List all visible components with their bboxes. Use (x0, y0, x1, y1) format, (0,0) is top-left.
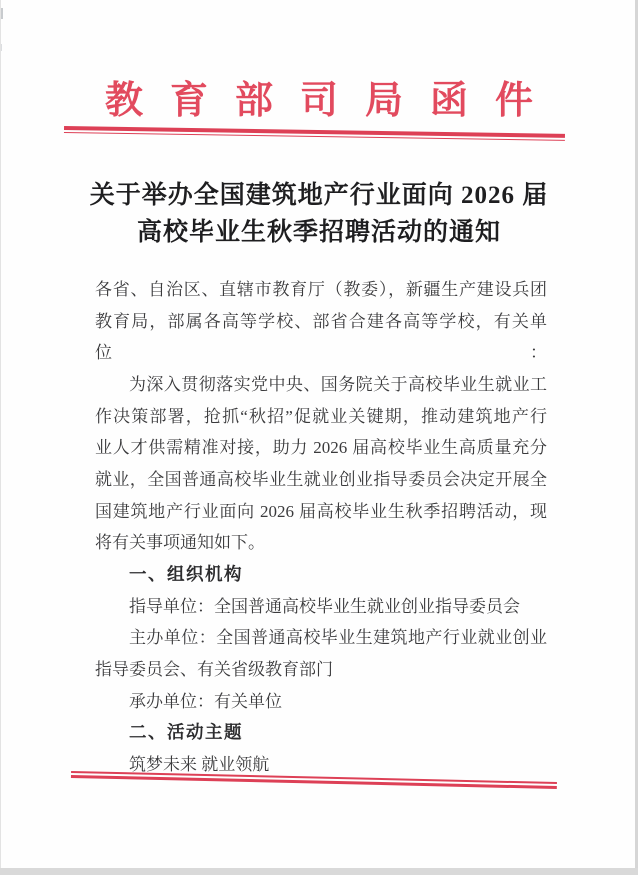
document-title-line-1: 关于举办全国建筑地产行业面向 2026 届 (89, 182, 549, 209)
letterhead-title: 教育部司局函件 (104, 80, 560, 122)
section-heading-2: 二、活动主题 (129, 722, 243, 743)
body-line: 将有关事项通知如下。 (95, 533, 265, 553)
section-heading-1: 一、组织机构 (129, 563, 243, 584)
page-edge-left (0, 0, 1, 875)
document-title-line-2: 高校毕业生秋季招聘活动的通知 (136, 219, 501, 246)
body-line: 业人才供需精准对接，助力 2026 届高校毕业生高质量充分 (95, 438, 547, 458)
body-line: 各省、自治区、直辖市教育厅（教委），新疆生产建设兵团 (95, 280, 547, 299)
body-line: 教育局，部属各高等学校、部省合建各高等学校，有关单位： (95, 311, 547, 363)
document-body (95, 274, 547, 781)
page-edge-bottom (0, 868, 638, 875)
body-line: 主办单位：全国普通高校毕业生建筑地产行业就业创业 (129, 628, 547, 648)
body-line: 就业，全国普通高校毕业生就业创业指导委员会决定开展全 (95, 469, 547, 489)
document-title (0, 177, 638, 251)
body-line: 承办单位：有关单位 (129, 691, 282, 711)
body-line: 筑梦未来 就业领航 (129, 754, 270, 774)
letterhead-double-rule (64, 126, 565, 141)
body-line: 指导委员会、有关省级教育部门 (95, 659, 333, 679)
body-line: 作决策部署，抢抓“秋招”促就业关键期，推动建筑地产行 (95, 406, 547, 426)
body-line: 国建筑地产行业面向 2026 届高校毕业生秋季招聘活动，现 (95, 501, 547, 521)
body-line: 为深入贯彻落实党中央、国务院关于高校毕业生就业工 (129, 374, 547, 394)
body-line: 指导单位：全国普通高校毕业生就业创业指导委员会 (129, 596, 520, 616)
